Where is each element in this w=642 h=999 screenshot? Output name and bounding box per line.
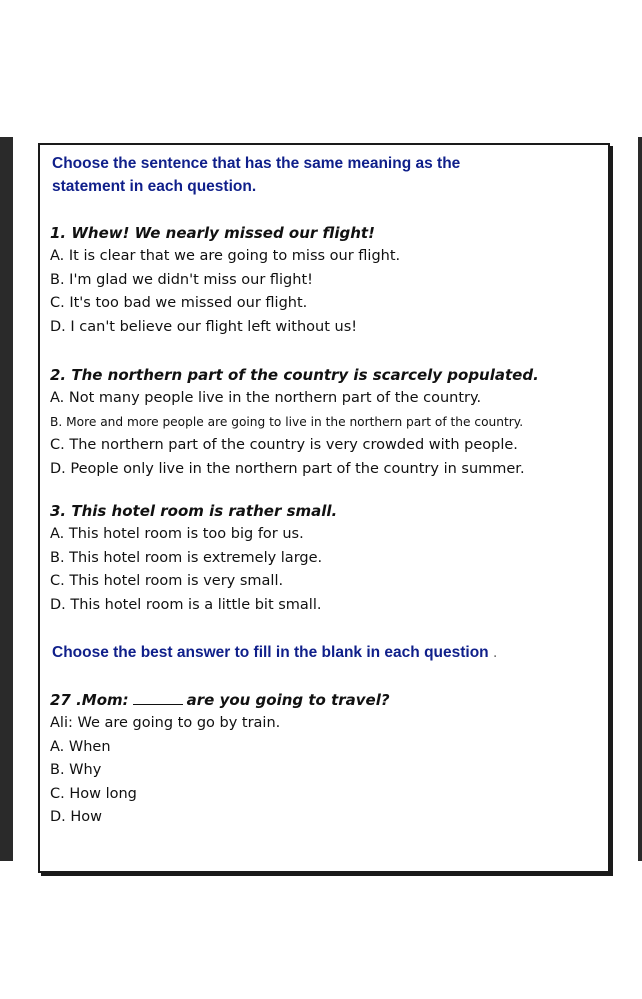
question-1-option-c[interactable]: C. It's too bad we missed our flight. (50, 295, 308, 311)
question-27-option-c[interactable]: C. How long (50, 785, 137, 802)
left-edge-bar (0, 137, 13, 861)
section1-heading-line1: Choose the sentence that has the same meaning as the (52, 155, 461, 172)
fill-in-blank[interactable] (133, 694, 183, 705)
question-27-option-b[interactable]: B. Why (50, 762, 102, 778)
question-3 (50, 500, 604, 617)
section2-heading-text: Choose the best answer to fill in the blank in each question (52, 644, 489, 661)
question-2-option-c[interactable]: C. The northern part of the country is very crowded with people. (50, 437, 518, 453)
right-edge-bar (638, 137, 642, 861)
section1-heading-line2: statement in each question. (52, 178, 257, 195)
question-1-option-b[interactable]: B. I'm glad we didn't miss our flight! (50, 271, 313, 288)
question-27-reply: Ali: We are going to go by train. (50, 715, 281, 731)
question-2-option-b[interactable]: B. More and more people are going to live in the northern part of the country. (50, 414, 524, 429)
question-27-option-a[interactable]: A. When (50, 738, 111, 755)
question-3-option-a[interactable]: A. This hotel room is too big for us. (50, 526, 304, 542)
question-1 (50, 222, 604, 339)
question-2-option-a[interactable]: A. Not many people live in the northern part of the country. (50, 390, 482, 406)
question-27 (50, 689, 604, 830)
question-3-title: 3. This hotel room is rather small. (50, 502, 338, 520)
question-27-suffix: are you going to travel? (186, 691, 390, 709)
question-3-option-d[interactable]: D. This hotel room is a little bit small. (50, 596, 322, 613)
question-1-title: 1. Whew! We nearly missed our flight! (50, 224, 375, 242)
question-3-option-c[interactable]: C. This hotel room is very small. (50, 573, 284, 589)
worksheet-page (38, 143, 610, 873)
question-3-option-b[interactable]: B. This hotel room is extremely large. (50, 549, 323, 566)
question-27-option-d[interactable]: D. How (50, 809, 103, 825)
question-27-prefix: 27 .Mom: (50, 691, 129, 709)
question-2-title: 2. The northern part of the country is scarcely populated. (50, 366, 539, 384)
section2-heading-dot: . (492, 644, 498, 661)
section1-heading (52, 152, 600, 198)
question-1-option-a[interactable]: A. It is clear that we are going to miss our flight. (50, 248, 401, 264)
question-2-option-d[interactable]: D. People only live in the northern part of the country in summer. (50, 460, 525, 477)
question-1-option-d[interactable]: D. I can't believe our flight left without us! (50, 318, 358, 335)
question-2 (50, 364, 604, 481)
section2-heading (52, 641, 600, 664)
question-27-title (50, 689, 604, 712)
